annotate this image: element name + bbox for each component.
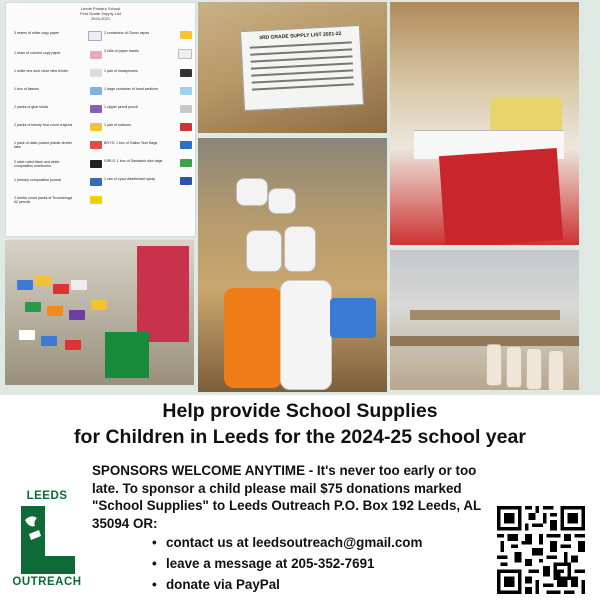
list-item: 1 white one-inch clear view binder [14,69,102,77]
list-item: 1 primary composition journal [14,178,102,186]
supply-list-title: First Grade Supply List [80,11,121,16]
list-item: 3 rolls of paper towels [104,49,192,59]
list-item: 1 pair of headphones [104,69,192,77]
logo-bottom-word: OUTREACH [12,576,82,588]
list-item: BOYS: 1 box of Gallon Size Bags [104,141,192,149]
list-item: 2 twelve count packs of Ticonderoga #2 pencils [14,196,102,205]
photo-boxes-aisle [198,138,387,392]
contact-phone[interactable]: • leave a message at 205-352-7691 [166,553,422,574]
headline-line-2: for Children in Leeds for the 2024-25 school year [74,426,526,448]
logo-l-hands-icon [15,504,79,576]
contact-email[interactable]: • contact us at leedsoutreach@gmail.com [166,532,422,553]
list-item: 1 pack of dash-pocket plastic divider tabs [14,141,102,150]
list-item: 1 pair of scissors [104,123,192,131]
list-item: 2 packs of twenty four count crayons [14,123,102,131]
list-item: 1 box of tissues [14,87,102,95]
list-item: 1 large container of hand sanitizer [104,87,192,95]
red-notebook [439,148,563,245]
contact-paypal[interactable]: • donate via PayPal [166,574,422,595]
leeds-outreach-logo [6,490,88,598]
supply-list-school: Leeds Primary School [80,6,121,11]
list-item: 2 containers of Clorox wipes [104,31,192,39]
supply-list-header [6,6,195,21]
photo-boxes-with-sign [198,2,387,133]
box-sign-title: 3RD GRADE SUPPLY LIST 2021-22 [259,30,342,42]
supply-list-left-column [14,31,102,215]
paper-towels-pack [224,288,282,388]
headline [0,398,600,450]
supply-list-right-column [104,31,192,195]
photo-supplies-table [5,240,194,385]
contact-list [166,532,422,595]
qr-code-icon[interactable] [496,506,586,594]
photo-packed-room [390,250,579,390]
list-item: 3 reams of white copy paper [14,31,102,41]
list-item: 1 can of Lysol disinfectant spray [104,177,192,185]
list-item: 1 ream of colored copy paper [14,51,102,59]
headline-line-1: Help provide School Supplies [162,400,438,422]
sponsors-text: SPONSORS WELCOME ANYTIME - It's never too early or too late. To sponsor a child please mail $75 donations marked "School Supplies" to Leeds Outreach P.O. Box 192 Leeds, AL 35094 OR: [92,463,481,531]
list-item: 2 wide-ruled black and white composition notebooks [14,160,102,169]
photo-supplies-shelf [390,2,579,245]
logo-top-word: LEEDS [26,490,68,502]
list-item: 1 zipper pencil pouch [104,105,192,113]
supply-list-image [5,2,196,237]
list-item: 2 packs of glue sticks [14,105,102,113]
list-item: GIRLS: 1 box of Sandwich size bags [104,159,192,167]
supply-list-year: 2020-2021 [90,16,111,21]
box-sign [240,25,364,111]
